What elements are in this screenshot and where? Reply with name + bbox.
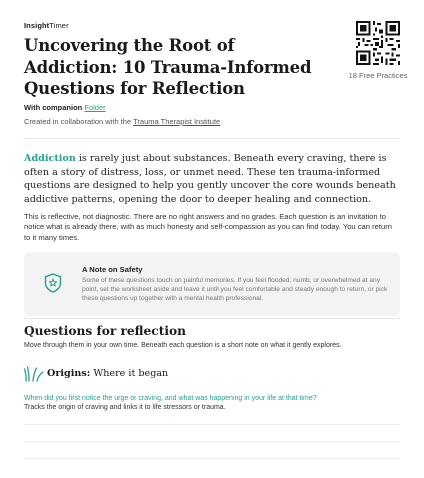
safety-card bbox=[24, 252, 400, 316]
answer-line-3[interactable] bbox=[24, 458, 400, 459]
reflective-note: This is reflective, not diagnostic. There are no right answers and no grades. Each question is an invitation to notice what is already there, with as much honesty and self-compassion as you can find today. You can return to it many times. bbox=[24, 212, 392, 242]
origins-heading-bold: Origins: bbox=[47, 368, 91, 379]
brand-lite: Timer bbox=[49, 21, 69, 30]
free-practices-count: 18 Free Practices bbox=[348, 71, 408, 80]
origins-heading-rest: Where it began bbox=[90, 368, 169, 379]
collaboration-line bbox=[24, 117, 220, 126]
question-1: When did you first notice the urge or craving, and what was happening in your life at that time? bbox=[24, 395, 317, 402]
origins-heading bbox=[47, 368, 168, 379]
brand-bold: Insight bbox=[24, 21, 50, 30]
companion-folder-link[interactable]: Folder bbox=[84, 103, 106, 112]
header-divider bbox=[24, 138, 400, 139]
intro-paragraph bbox=[24, 152, 400, 206]
qr-code-icon[interactable] bbox=[356, 21, 400, 65]
answer-line-1[interactable] bbox=[24, 424, 400, 425]
intro-accent-word: Addiction bbox=[24, 153, 76, 164]
companion-line bbox=[24, 103, 106, 112]
section-divider bbox=[24, 318, 400, 319]
question-1-note: Tracks the origin of craving and links it to life stressors or trauma. bbox=[24, 404, 226, 411]
answer-line-2[interactable] bbox=[24, 441, 400, 442]
collab-label: Created in collaboration with the bbox=[24, 117, 132, 126]
page-title: Uncovering the Root of Addiction: 10 Trauma-Informed Questions for Reflection bbox=[24, 36, 312, 98]
intro-text: is rarely just about substances. Beneath every craving, there is often a story of distress, loss, or unmet need. These ten trauma-informed questions are designed to help you gently uncover the core wounds beneath addictive patterns, opening the door to deeper healing and connection. bbox=[24, 153, 396, 205]
questions-section-title: Questions for reflection bbox=[24, 324, 186, 338]
collab-institute-link[interactable]: Trauma Therapist Institute bbox=[133, 117, 221, 126]
companion-label: With companion bbox=[24, 103, 83, 112]
shield-star-icon bbox=[44, 273, 62, 293]
safety-title: A Note on Safety bbox=[82, 265, 143, 274]
questions-section-subtitle: Move through them in your own time. Beneath each question is a short note on what it gently explores. bbox=[24, 342, 342, 349]
brand-logo[interactable] bbox=[24, 21, 69, 30]
safety-body: Some of these questions touch on painful memories. If you feel flooded, numb, or overwhelmed at any point, set the worksheet aside and leave it until you feel comfortable and steady enough to return, or pick these questions up together with a mental health professional. bbox=[82, 277, 388, 302]
grass-sprout-icon bbox=[24, 366, 44, 382]
